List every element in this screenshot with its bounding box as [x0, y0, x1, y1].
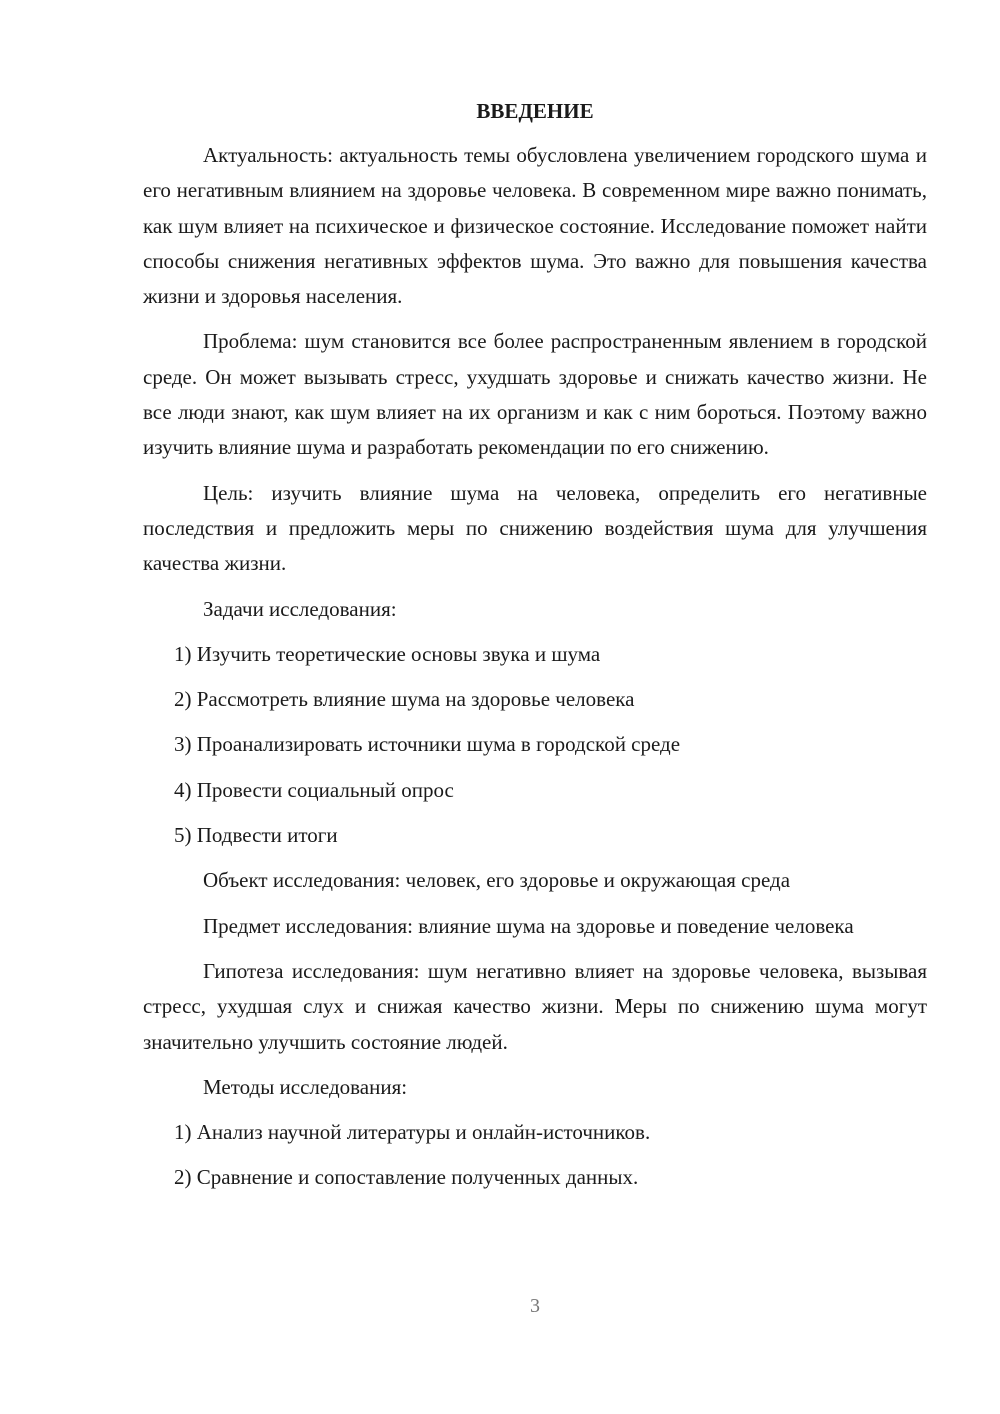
page-number: 3 [530, 1295, 540, 1317]
document-page [143, 96, 927, 1206]
task-item: 4) Провести социальный опрос [174, 777, 454, 802]
task-item: 1) Изучить теоретические основы звука и шума [174, 641, 601, 666]
section-title: ВВЕДЕНИЕ [476, 99, 594, 123]
task-item: 5) Подвести итоги [174, 823, 338, 848]
hypothesis-paragraph: Гипотеза исследования: шум негативно влияет на здоровье человека, вызывая стресс, ухудшая слух и снижая качество жизни. Меры по снижению шума могут значительно улучшить состояние людей. [143, 958, 927, 1054]
tasks-list [143, 637, 927, 853]
relevance-paragraph: Актуальность: актуальность темы обусловлена увеличением городского шума и его негативным влиянием на здоровье человека. В современном мире важно понимать, как шум влияет на психическое и физическое состояние. Исследование поможет найти способы снижения негативных эффектов шума. Это важно для повышения качества жизни и здоровья населения. [143, 143, 927, 309]
object-paragraph: Объект исследования: человек, его здоровье и окружающая среда [203, 868, 791, 893]
method-item: 2) Сравнение и сопоставление полученных данных. [174, 1165, 639, 1190]
tasks-heading: Задачи исследования: [203, 596, 397, 621]
task-item: 2) Рассмотреть влияние шума на здоровье человека [174, 687, 635, 712]
task-item: 3) Проанализировать источники шума в городской среде [174, 732, 681, 757]
problem-paragraph: Проблема: шум становится все более распространенным явлением в городской среде. Он может вызывать стресс, ухудшать здоровье и снижать качество жизни. Не все люди знают, как шум влияет на их организм и как с ним бороться. Поэтому важно изучить влияние шума и разработать рекомендации по его снижению. [143, 329, 927, 460]
method-item: 1) Анализ научной литературы и онлайн-источников. [174, 1120, 651, 1145]
methods-list [143, 1115, 927, 1196]
goal-paragraph: Цель: изучить влияние шума на человека, определить его негативные последствия и предложить меры по снижению воздействия шума для улучшения качества жизни. [143, 480, 927, 576]
methods-heading: Методы исследования: [203, 1074, 408, 1099]
subject-paragraph: Предмет исследования: влияние шума на здоровье и поведение человека [203, 913, 854, 938]
